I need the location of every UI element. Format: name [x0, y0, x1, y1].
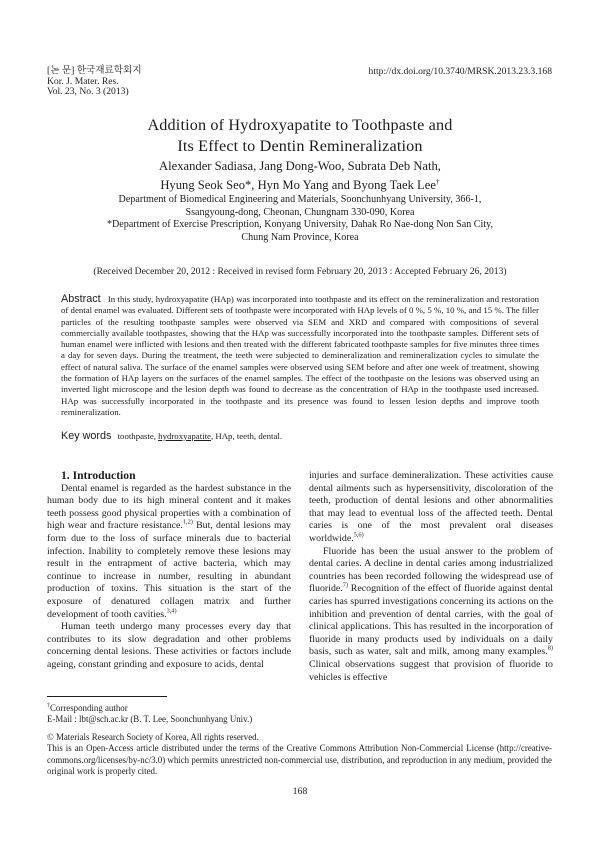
- footnote-copyright: © Materials Research Society of Korea, All rights reserved.: [47, 731, 259, 742]
- intro-paragraph-3: [309, 546, 553, 685]
- affiliation-line-3: *Department of Exercise Prescription, Konyang University, Dahak Ro Nae-dong Non San City,: [106, 219, 494, 231]
- intro-p2-text-continued: injuries and surface demineralization. These activities cause dental ailments such as hypersensitivity, discoloration of the teeth, production of dental lesions and other abnormalities that may lead to eventual loss of the affected teeth. Dental caries is one of the most prevalent oral diseases worldwide.: [309, 470, 553, 544]
- abstract: [61, 294, 539, 418]
- affiliation-line-1: Department of Biomedical Engineering and Materials, Soonchunhyang University, 366-1,: [118, 194, 482, 205]
- dagger-mark: †: [47, 703, 50, 709]
- keywords: [61, 430, 539, 442]
- footnotes: [47, 701, 552, 777]
- citation: 8): [547, 645, 553, 653]
- intro-p1-text-b: But, dental lesions may form due to the loss of surface minerals due to bacterial infection. Inability to completely remove these lesions may result in the entrapment of active bacteria, which may continue to increase in number, resulting in abundant production of toxins. This situation is the start of the exposure of denatured collagen matrix and further development of tooth cavities.: [47, 520, 291, 620]
- keywords-pre: toothpaste,: [117, 431, 156, 441]
- title-line-1: Addition of Hydroxyapatite to Toothpaste and: [147, 116, 453, 134]
- footnote-license: This is an Open-Access article distributed under the terms of the Creative Commons Attribution Non-Commercial License (http://creative-commons.org/licenses/by-nc/3.0) which permits unrestricted non-commercial use, distribution, and reproduction in any medium, provided the original work is properly cited.: [47, 743, 552, 776]
- doi-link[interactable]: http://dx.doi.org/10.3740/MRSK.2013.23.3.168: [368, 66, 552, 77]
- citation: 7): [342, 582, 348, 590]
- citation: 1,2): [182, 519, 193, 527]
- intro-p2-text: Human teeth undergo many processes every day that contributes to its slow degradation and other problems concerning dental lesions. These activities or factors include ageing, constant grinding and exposure to acids, dental: [47, 621, 291, 670]
- affiliation-line-2: Ssangyoung-dong, Cheonan, Chungnam 330-090, Korea: [185, 206, 415, 218]
- abstract-label: Abstract: [61, 293, 101, 305]
- intro-p1-text: Dental enamel is regarded as the hardest substance in the human body due to its high mineral content and it makes teeth possess good physical properties with a combination of high wear and fracture resistance.: [47, 482, 291, 532]
- paper-title: [0, 115, 600, 156]
- received-dates: (Received December 20, 2012 : Received in revised form February 20, 2013 : Accepted February 26, 2013): [93, 266, 507, 277]
- journal-volume: Vol. 23, No. 3 (2013): [47, 86, 129, 98]
- journal-korean-name: [논 문] 한국재료학회지: [47, 65, 142, 76]
- affiliations: [0, 194, 600, 244]
- section-heading-introduction: 1. Introduction: [61, 469, 136, 482]
- citation: 5,6): [353, 531, 364, 539]
- keyword-hydroxyapatite: hydroxyapatite: [158, 431, 211, 441]
- intro-paragraph-1: [47, 483, 291, 622]
- keywords-label: Key words: [61, 430, 112, 442]
- corresponding-dagger: †: [435, 177, 440, 186]
- affiliation-line-4: Chung Nam Province, Korea: [241, 231, 359, 243]
- abstract-text: In this study, hydroxyapatite (HAp) was incorporated into toothpaste and its effect on the remineralization and restoration of dental enamel was evaluated. Different sets of toothpaste were incorporated with HAp levels of 0 %, 5 %, 10 %, and 15 %. The filler particles of the resulting toothpaste samples were observed via SEM and XRD and compared with compositions of several commercially available toothpastes, showing that the HAp was successfully incorporated into the toothpaste samples. Different sets of human enamel were inflicted with lesions and then treated with the different fabricated toothpaste samples for five minutes three times a day for seven days. During the treatment, the teeth were subjected to demineralization and remineralization cycles to simulate the effect of natural saliva. The surface of the enamel samples were observed using SEM before and after one week of treatment, showing the formation of HAp layers on the surfaces of the enamel samples. The effect of the toothpaste on the lesions was observed using an inverted light microscope and the lesion depth was found to decrease as the concentration of HAp in the toothpaste used increased. HAp was successfully incorporated in the toothpaste and its presence was found to lessen lesion depths and improve tooth remineralization.: [61, 294, 539, 417]
- corresponding-label: Corresponding author: [50, 702, 128, 713]
- intro-p3-text-b: Recognition of the effect of fluoride against dental caries has spurred investigations concerning its actions on the inhibition and prevention of dental carries, with the goal of clinical applications. This has resulted in the incorporation of fluoride in many products used by individuals on a daily basis, such as water, salt and milk, among many examples.: [309, 583, 553, 658]
- citation: 3,4): [166, 607, 177, 615]
- intro-paragraph-2-continued: [309, 470, 553, 546]
- footnote-divider: [47, 696, 167, 697]
- intro-p3-text-c: Clinical observations suggest that provision of fluoride to vehicles is effective: [309, 658, 553, 683]
- journal-abbrev: Kor. J. Mater. Res.: [47, 75, 119, 87]
- author-list: [0, 158, 600, 193]
- left-column: [47, 470, 291, 672]
- authors-line-1: Alexander Sadiasa, Jang Dong-Woo, Subrata Deb Nath,: [159, 159, 441, 173]
- right-column: [309, 470, 553, 684]
- footnote-corresponding: [47, 701, 552, 714]
- footnote-email: E-Mail : lbt@sch.ac.kr (B. T. Lee, Soonchunhyang Univ.): [47, 714, 253, 725]
- journal-info: [47, 66, 142, 98]
- authors-line-2-text: Hyung Seok Seo*, Hyn Mo Yang and Byong Taek Lee: [160, 178, 436, 193]
- authors-line-2: [0, 174, 600, 193]
- keywords-post: , HAp, teeth, dental.: [210, 431, 283, 441]
- title-line-2: Its Effect to Dentin Remineralization: [177, 136, 423, 155]
- intro-paragraph-2: [47, 621, 291, 671]
- page-number: 168: [292, 786, 308, 797]
- intro-p3-text: Fluoride has been the usual answer to the problem of dental caries. A decline in dental caries among industrialized countries has been recorded following the widespread use of fluoride.: [309, 545, 553, 595]
